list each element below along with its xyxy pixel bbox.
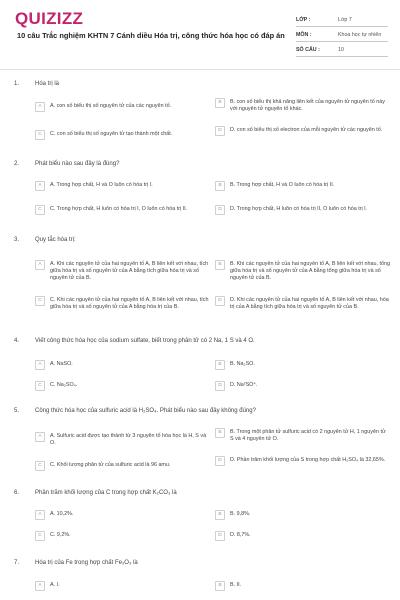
option-text: A. I. (50, 581, 60, 588)
option-letter-box: C (35, 461, 45, 471)
question-text: Phần trăm khối lượng của C trong hợp chất K₂CO₃ là (35, 490, 177, 496)
option-letter-box: A (35, 181, 45, 191)
option-letter-box: D (215, 126, 225, 136)
meta-subject-value: Khoa học tự nhiên (338, 32, 382, 38)
option-letter-box: A (35, 581, 45, 591)
option-text: C. 9,2%. (50, 531, 71, 538)
option-letter-box: B (215, 510, 225, 520)
worksheet-header (0, 0, 400, 66)
question-text: Công thức hóa học của sulfuric acid là H₂SO₄. Phát biểu nào sau đây không đúng? (35, 408, 256, 414)
question-text: Quy tắc hóa trị: (35, 237, 76, 243)
meta-class-label: LỚP : (296, 17, 311, 23)
option-text: A. Khi các nguyên tử của hai nguyên tố A, B liên kết với nhau, tích giữa hóa trị và số nguyên tử của A bằng tích giữa hóa trị và số nguyên tử của B. (50, 260, 209, 281)
option-letter-box: C (35, 531, 45, 541)
worksheet-title: 10 câu Trắc nghiệm KHTN 7 Cánh diều Hóa trị, công thức hóa học có đáp án (17, 31, 285, 40)
meta-count-label: SỐ CÂU : (296, 47, 320, 53)
option-text: C. Na₂SO₄. (50, 381, 78, 388)
question-number: 5. (14, 408, 20, 414)
question-text: Hóa trị của Fe trong hợp chất Fe₂O₃ là (35, 560, 138, 566)
option-text: C. Khi các nguyên tử của hai nguyên tố A, B liên kết với nhau, tích giữa hóa trị và số nguyên tử của A bằng hóa trị của B. (50, 296, 209, 310)
question-number: 2. (14, 161, 20, 167)
option-letter-box: B (215, 181, 225, 191)
question-number: 1. (14, 81, 20, 87)
option-text: D. 8,7%. (230, 531, 251, 538)
option-letter-box: D (215, 296, 225, 306)
option-letter-box: D (215, 205, 225, 215)
header-divider (0, 69, 400, 70)
option-text: D. Na²SO⁴. (230, 381, 258, 388)
option-letter-box: B (215, 360, 225, 370)
option-text: B. Trong một phân tử sulfuric acid có 2 nguyên tử H, 1 nguyên tử S và 4 nguyên tử O. (230, 428, 386, 442)
option-text: D. Trong hợp chất, H luôn có hóa trị II, O luôn có hóa trị I. (230, 205, 368, 212)
option-letter-box: D (215, 381, 225, 391)
option-letter-box: C (35, 205, 45, 215)
meta-divider (296, 26, 388, 27)
option-text: B. Khi các nguyên tử của hai nguyên tố A, B liên kết với nhau, tổng giữa hóa trị và số nguyên tử của A bằng tổng giữa hóa trị và số nguyên tử của B. (230, 260, 390, 281)
question-text: Viết công thức hóa học của sodium sulfate, biết trong phân tử có 2 Na, 1 S và 4 O. (35, 338, 255, 344)
meta-subject-label: MÔN : (296, 32, 312, 38)
option-text: C. con số biểu thị số nguyên tử tạo thành một chất. (50, 130, 173, 137)
option-letter-box: A (35, 260, 45, 270)
option-letter-box: B (215, 260, 225, 270)
option-letter-box: B (215, 581, 225, 591)
meta-divider (296, 56, 388, 57)
option-text: B. 9,8%. (230, 510, 251, 517)
question-text: Hóa trị là (35, 81, 60, 87)
option-text: B. II. (230, 581, 242, 588)
option-letter-box: D (215, 456, 225, 466)
option-letter-box: A (35, 510, 45, 520)
quizizz-logo: QUIZIZZ (15, 9, 84, 28)
meta-count-value: 10 (338, 47, 344, 53)
question-number: 6. (14, 490, 20, 496)
option-text: A. NaSO. (50, 360, 73, 367)
option-text: A. 10,2%. (50, 510, 74, 517)
meta-divider (296, 41, 388, 42)
question-number: 7. (14, 560, 20, 566)
option-text: C. Khối lượng phân tử của sulfuric acid là 96 amu. (50, 461, 171, 468)
option-letter-box: B (215, 98, 225, 108)
option-letter-box: C (35, 296, 45, 306)
question-number: 4. (14, 338, 20, 344)
option-letter-box: A (35, 360, 45, 370)
option-text: D. con số biểu thị số electron của mỗi nguyên tử các nguyên tố. (230, 126, 383, 133)
option-letter-box: B (215, 428, 225, 438)
option-text: A. Trong hợp chất, H và O luôn có hóa trị I. (50, 181, 153, 188)
option-letter-box: C (35, 381, 45, 391)
option-letter-box: A (35, 102, 45, 112)
option-text: B. con số biểu thị khả năng liên kết của nguyên tử nguyên tố này với nguyên tử nguyên tố khác. (230, 98, 385, 112)
meta-class-value: Lớp 7 (338, 17, 352, 23)
option-letter-box: A (35, 432, 45, 442)
question-text: Phát biểu nào sau đây là đúng? (35, 161, 120, 167)
option-text: B. Trong hợp chất, H và O luôn có hóa trị II. (230, 181, 335, 188)
option-text: C. Trong hợp chất, H luôn có hóa trị I, O luôn có hóa trị II. (50, 205, 188, 212)
option-text: D. Khi các nguyên tử của hai nguyên tố A, B liên kết với nhau, hóa trị của A bằng tích giữa hóa trị và số nguyên tử của B. (230, 296, 389, 310)
option-text: A. con số biểu thị số nguyên tử của các nguyên tố. (50, 102, 172, 109)
option-text: D. Phần trăm khối lượng của S trong hợp chất H₂SO₄ là 32,65%. (230, 456, 386, 463)
option-text: A. Sulfuric acid được tạo thành từ 3 nguyên tố hóa học là H, S và O. (50, 432, 207, 446)
option-text: B. Na₂SO. (230, 360, 255, 367)
question-number: 3. (14, 237, 20, 243)
option-letter-box: D (215, 531, 225, 541)
option-letter-box: C (35, 130, 45, 140)
